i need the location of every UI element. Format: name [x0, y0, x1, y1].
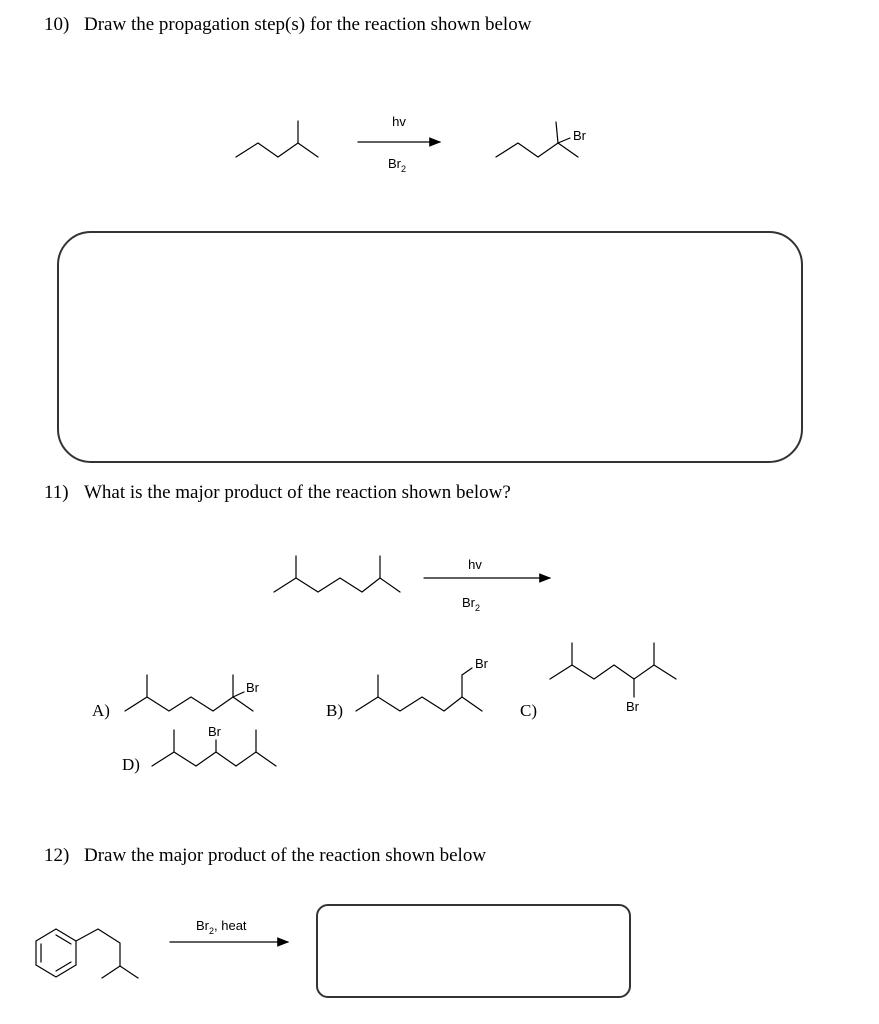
option-a-br-label: Br [246, 680, 259, 695]
q10-reagent-br2: $Br_2$ [388, 156, 407, 174]
question-text: What is the major product of the reaction shown below? [84, 482, 511, 503]
option-c-letter: C) [520, 701, 537, 720]
option-a-structure[interactable] [125, 675, 253, 711]
question-number: 10) [44, 14, 70, 35]
option-b-br-label: Br [475, 656, 488, 671]
q10-reagent-hv: hv [392, 114, 406, 129]
question-text: Draw the propagation step(s) for the reaction shown below [84, 14, 532, 35]
q11-reagent-hv: hv [468, 557, 482, 572]
q10-product-structure [496, 122, 578, 157]
q12-reactant-structure [36, 929, 138, 978]
q12-reagent: $Br_2$, heat [196, 918, 247, 936]
q10-product-br-label: Br [573, 128, 586, 143]
option-b-letter: B) [326, 701, 343, 720]
question-number: 12) [44, 845, 70, 866]
option-c-br-label: Br [626, 699, 639, 714]
option-b-structure[interactable] [356, 668, 482, 711]
question-text: Draw the major product of the reaction shown below [84, 845, 487, 866]
q10-reactant-structure [236, 121, 318, 157]
question-number: 11) [44, 482, 69, 503]
option-d-letter: D) [122, 755, 140, 774]
option-d-br-label: Br [208, 724, 221, 739]
option-a-letter: A) [92, 701, 110, 720]
q11-reactant-structure [274, 556, 400, 592]
option-c-structure[interactable] [550, 643, 676, 697]
q11-reagent-br2: $Br_2$ [462, 595, 481, 613]
